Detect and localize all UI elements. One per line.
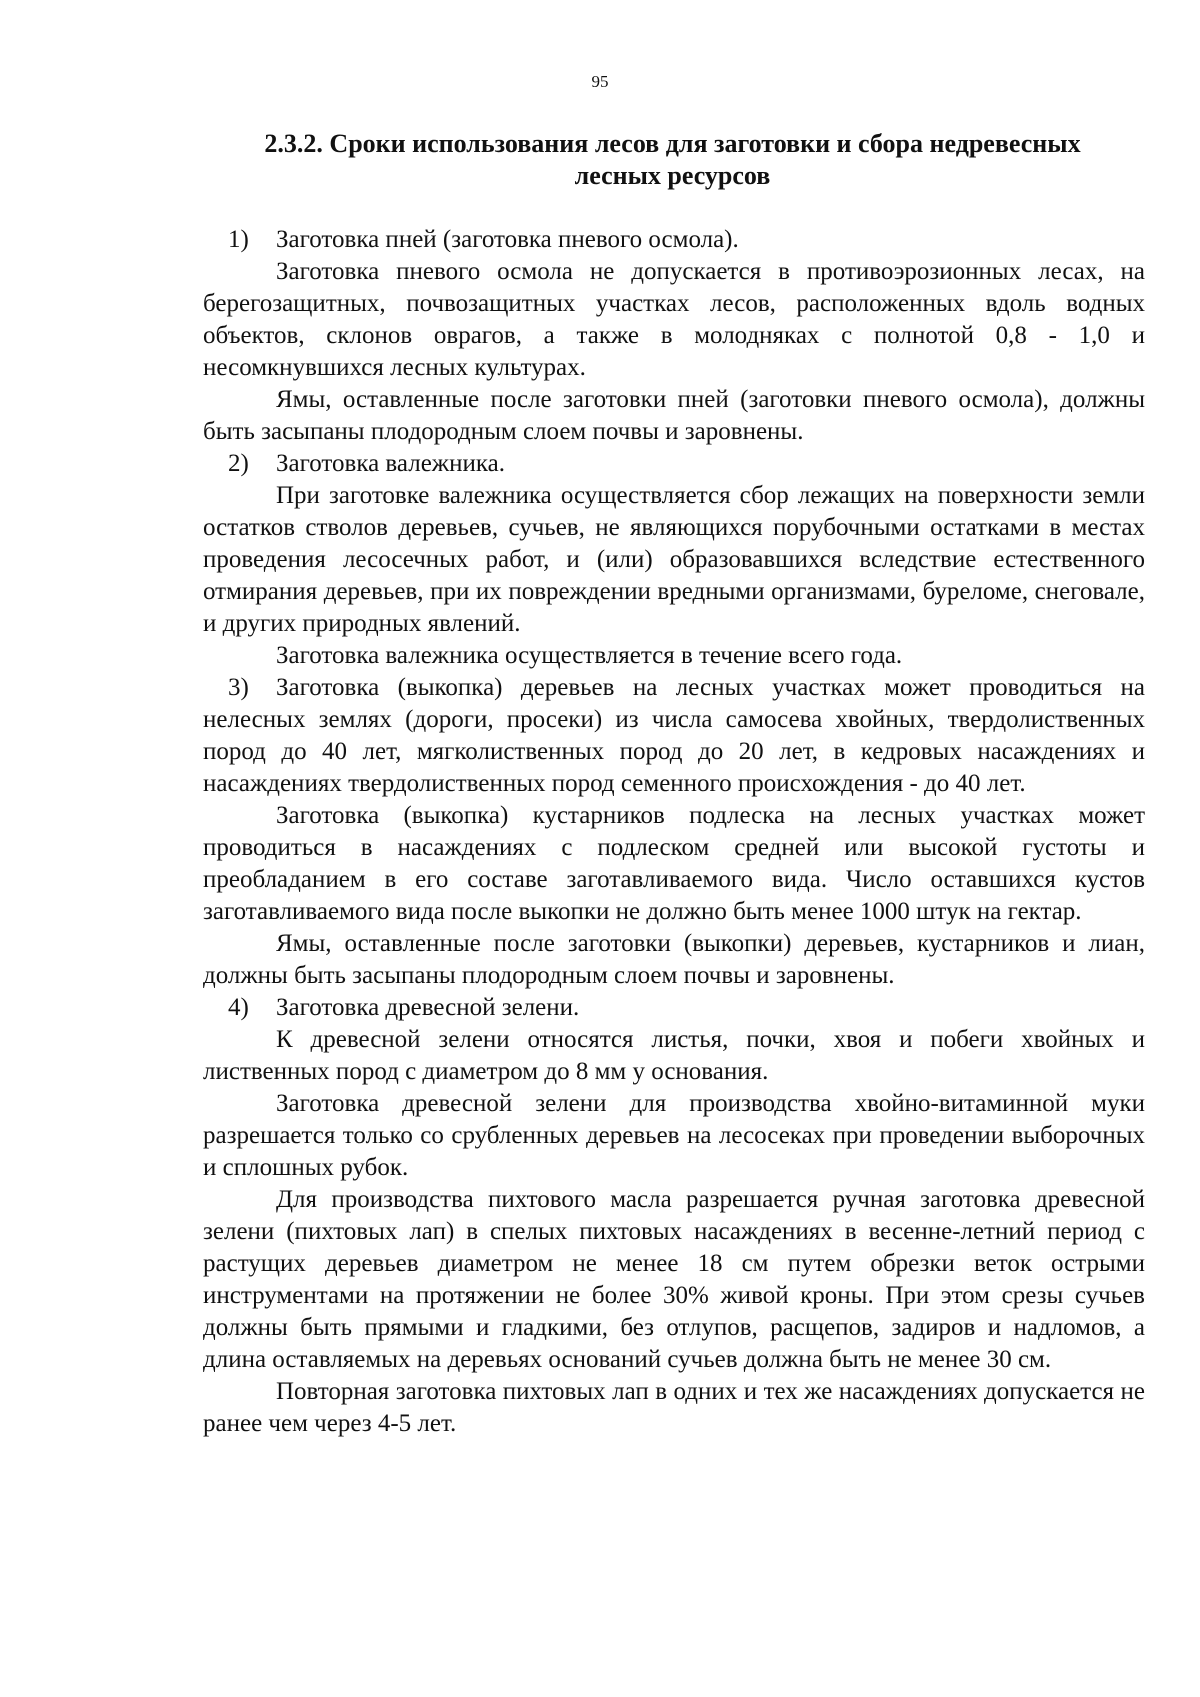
paragraph: Ямы, оставленные после заготовки (выкопки) деревьев, кустарников и лиан, должны быть засыпаны плодородным слоем почвы и заровнены. (203, 930, 1145, 989)
paragraph: Для производства пихтового масла разрешается ручная заготовка древесной зелени (пихтовых лап) в спелых пихтовых насаждениях в весенне-летний период с растущих деревьев диаметром не менее 18 см путем обрезки веток острыми инструментами на протяжении не более 30% живой кроны. При этом срезы сучьев должны быть прямыми и гладкими, без отлупов, расщепов, задиров и надломов, а длина оставляемых на деревьях оснований сучьев должна быть не менее 30 см. (203, 1186, 1145, 1373)
list-item-number: 1) (228, 226, 249, 253)
paragraph: Заготовка древесной зелени для производства хвойно-витаминной муки разрешается только со срубленных деревьев на лесосеках при проведении выборочных и сплошных рубок. (203, 1090, 1145, 1181)
list-item-2 (203, 448, 1145, 480)
section-title-line-2: лесных ресурсов (574, 161, 771, 190)
page-number: 95 (591, 72, 609, 91)
list-item-number: 4) (228, 994, 249, 1021)
list-item-4 (203, 992, 1145, 1024)
list-item-1 (203, 224, 1145, 256)
list-item-number: 2) (228, 450, 249, 477)
paragraph: Повторная заготовка пихтовых лап в одних и тех же насаждениях допускается не ранее чем через 4-5 лет. (203, 1378, 1145, 1437)
list-item-text: Заготовка древесной зелени. (276, 994, 580, 1021)
paragraph: Заготовка (выкопка) кустарников подлеска на лесных участках может проводиться в насаждениях с подлеском средней или высокой густоты и преобладанием в его составе заготавливаемого вида. Число оставшихся кустов заготавливаемого вида после выкопки не должно быть менее 1000 штук на гектар. (203, 802, 1145, 925)
list-item-text: Заготовка валежника. (276, 450, 505, 477)
list-item-text: Заготовка (выкопка) деревьев на лесных участках может проводиться на нелесных землях (дороги, просеки) из числа самосева хвойных, твердолиственных пород до 40 лет, мягколиственных пород до 20 лет, в кедровых насаждениях и насаждениях твердолиственных пород семенного происхождения - до 40 лет. (203, 674, 1145, 797)
paragraph: К древесной зелени относятся листья, почки, хвоя и побеги хвойных и лиственных пород с диаметром до 8 мм у основания. (203, 1026, 1145, 1085)
section-title (200, 128, 1145, 192)
paragraph: Ямы, оставленные после заготовки пней (заготовки пневого осмола), должны быть засыпаны плодородным слоем почвы и заровнены. (203, 386, 1145, 445)
list-item-3 (203, 672, 1145, 800)
section-title-line-1: 2.3.2. Сроки использования лесов для заготовки и сбора недревесных (264, 129, 1081, 158)
list-item-text: Заготовка пней (заготовка пневого осмола). (276, 226, 739, 253)
paragraph: При заготовке валежника осуществляется сбор лежащих на поверхности земли остатков стволов деревьев, сучьев, не являющихся порубочными остатками в местах проведения лесосечных работ, и (или) образовавшихся вследствие естественного отмирания деревьев, при их повреждении вредными организмами, буреломе, снеговале, и других природных явлений. (203, 482, 1145, 637)
paragraph: Заготовка пневого осмола не допускается в противоэрозионных лесах, на берегозащитных, почвозащитных участках лесов, расположенных вдоль водных объектов, склонов оврагов, а также в молодняках с полнотой 0,8 - 1,0 и несомкнувшихся лесных культурах. (203, 258, 1145, 381)
paragraph: Заготовка валежника осуществляется в течение всего года. (276, 642, 903, 669)
list-item-number: 3) (228, 674, 249, 701)
document-body (203, 224, 1145, 1440)
